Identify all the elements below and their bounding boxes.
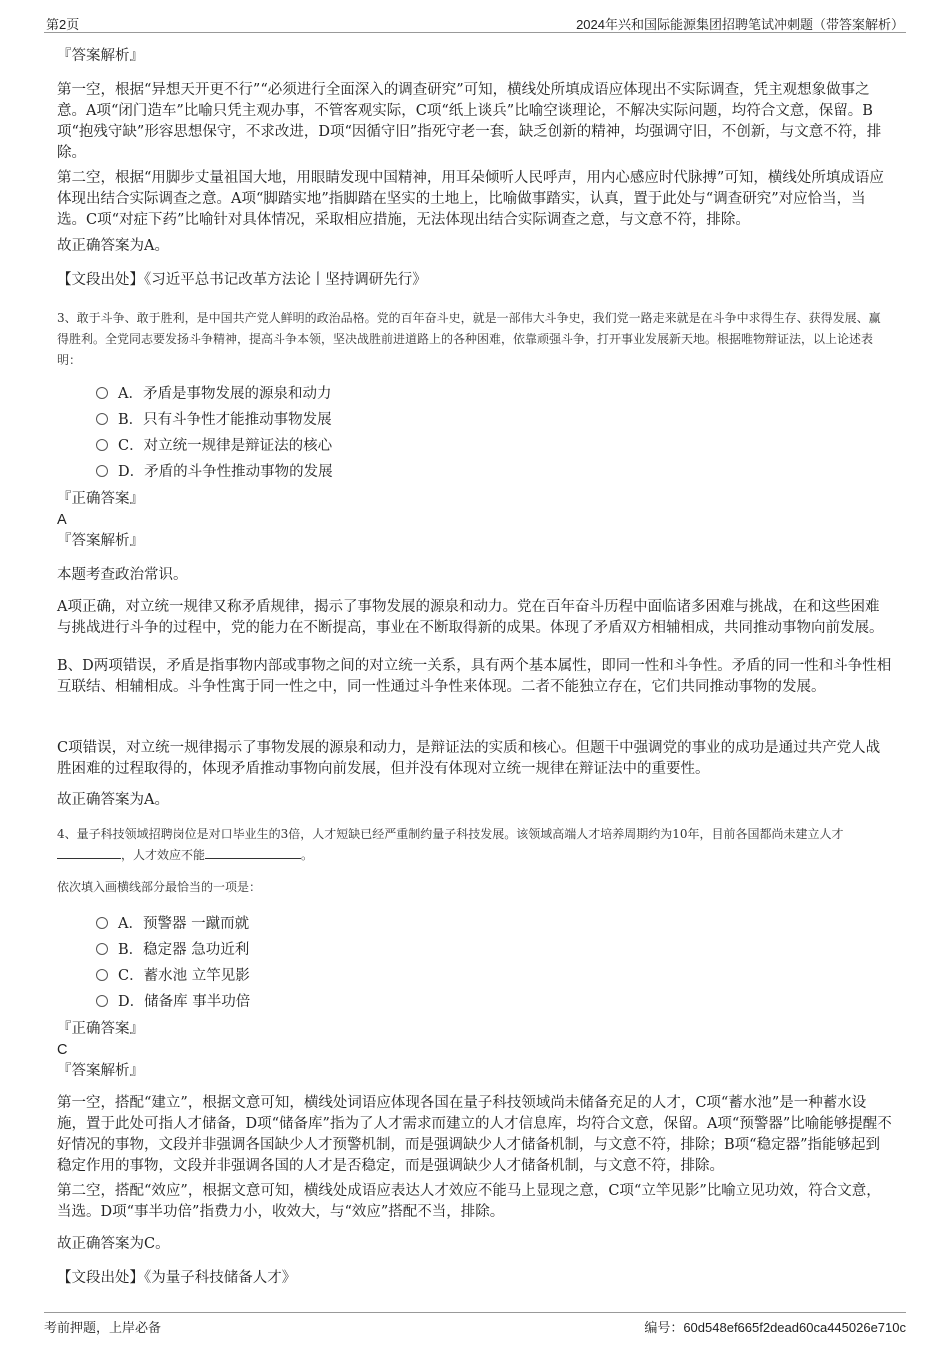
q3-option-c[interactable] (96, 436, 332, 457)
document-title: 2024年兴和国际能源集团招聘笔试冲刺题（带答案解析） (576, 17, 904, 32)
document-code (644, 1317, 906, 1336)
q3-option-d-label: D．矛盾的斗争性推动事物的发展 (118, 464, 333, 480)
q3-analysis-label: 『答案解析』 (57, 533, 144, 549)
q4-analysis-label: 『答案解析』 (57, 1063, 144, 1079)
page-header (44, 12, 906, 33)
radio-icon[interactable] (96, 387, 108, 399)
radio-icon[interactable] (96, 439, 108, 451)
q3-option-b-label: B．只有斗争性才能推动事物发展 (118, 412, 332, 428)
q3-analysis-2: B、D两项错误，矛盾是指事物内部或事物之间的对立统一关系，具有两个基本属性，即同一性和斗争性。矛盾的同一性和斗争性相互联结、相辅相成。斗争性寓于同一性之中，同一性通过斗争性来体现。二者不能独立存在，它们共同推动事物的发展。 (57, 658, 892, 695)
q3-correct-label: 『正确答案』 (57, 491, 144, 507)
q2-analysis-para1: 第一空，根据“异想天开更不行”“必须进行全面深入的调查研究”可知，横线处所填成语应体现出不实际调查，凭主观想象做事之意。A项“闭门造车”比喻只凭主观办事，不管客观实际，C项“纸上谈兵”比喻空谈理论，不解决实际问题，均符合文意，保留。B项“抱残守缺”形容思想保守，不求改进，D项“因循守旧”指死守老一套，缺乏创新的精神，均强调守旧，不创新，与文意不符，排除。 (57, 82, 882, 161)
q3-analysis-4: 故正确答案为A。 (57, 792, 169, 808)
q4-analysis-1: 第二空，搭配“效应”，根据文意可知，横线处成语应表达人才效应不能马上显现之意，C项“立竿见影”比喻立见功效，符合文意，当选。D项“事半功倍”指费力小，收效大，与“效应”搭配不当，排除。 (57, 1183, 881, 1220)
q4-stem-part2: ，人才效应不能 (121, 848, 206, 862)
q4-option-a-label: A．预警器 一蹴而就 (118, 916, 250, 932)
document-code-value: 60d548ef665f2dead60ca445026e710c (683, 1320, 906, 1335)
q4-stem (57, 824, 892, 866)
q4-analysis-0: 第一空，搭配“建立”，根据文意可知，横线处词语应体现各国在量子科技领域尚未储备充足的人才，C项“蓄水池”是一种蓄水设施，置于此处可指人才储备，D项“储备库”指为了人才需求而建立的人才信息库，均符合文意，保留。A项“预警器”比喻能够提醒不好情况的事物，文段并非强调各国缺少人才预警机制，而是强调缺少人才储备机制，与文意不符，排除；B项“稳定器”指能够起到稳定作用的事物，文段并非强调各国的人才是否稳定，而是强调缺少人才储备机制，与文意不符，排除。 (57, 1095, 892, 1174)
q3-option-d[interactable] (96, 462, 333, 483)
q4-option-d[interactable] (96, 992, 250, 1013)
q3-analysis-1: A项正确，对立统一规律又称矛盾规律，揭示了事物发展的源泉和动力。党在百年奋斗历程中面临诸多困难与挑战，在和这些困难与挑战进行斗争的过程中，党的能力在不断提高，事业在不断取得新的成果。体现了矛盾双方相辅相成，共同推动事物向前发展。 (57, 599, 884, 636)
q3-stem: 3、敢于斗争、敢于胜利，是中国共产党人鲜明的政治品格。党的百年奋斗史，就是一部伟大斗争史，我们党一路走来就是在斗争中求得生存、获得发展、赢得胜利。全党同志要发扬斗争精神，提高斗争本领，坚决战胜前进道路上的各种困难，依靠顽强斗争，打开事业发展新天地。根据唯物辩证法，以上论述表明： (57, 311, 881, 367)
q2-conclusion: 故正确答案为A。 (57, 238, 169, 254)
q4-blank-2 (205, 846, 301, 859)
q4-option-b-label: B．稳定器 急功近利 (118, 942, 250, 958)
q2-analysis-para2: 第二空，根据“用脚步丈量祖国大地，用眼睛发现中国精神，用耳朵倾听人民呼声，用内心感应时代脉搏”可知，横线处所填成语应体现出结合实际调查之意。A项“脚踏实地”指脚踏在坚实的土地上，比喻做事踏实，认真，置于此处与“调查研究”对应恰当，当选。C项“对症下药”比喻针对具体情况，采取相应措施，无法体现出结合实际调查之意，与文意不符，排除。 (57, 170, 884, 228)
q4-correct-label: 『正确答案』 (57, 1021, 144, 1037)
q3-answer: A (57, 512, 67, 528)
q3-analysis-3: C项错误，对立统一规律揭示了事物发展的源泉和动力，是辩证法的实质和核心。但题干中强调党的事业的成功是通过共产党人战胜困难的过程取得的，体现矛盾推动事物向前发展，但并没有体现对立统一规律在辩证法中的重要性。 (57, 740, 881, 777)
q4-option-a[interactable] (96, 914, 249, 935)
q4-blank-1 (57, 846, 121, 859)
radio-icon[interactable] (96, 413, 108, 425)
q4-source: 【文段出处】《为量子科技储备人才》 (57, 1270, 297, 1286)
document-code-label: 编号： (644, 1320, 684, 1335)
q3-analysis-0: 本题考查政治常识。 (57, 567, 188, 583)
q3-option-a-label: A．矛盾是事物发展的源泉和动力 (118, 386, 332, 402)
q4-analysis-2: 故正确答案为C。 (57, 1236, 170, 1252)
q3-option-a[interactable] (96, 384, 331, 405)
q3-option-b[interactable] (96, 410, 332, 431)
page-footer (44, 1312, 906, 1341)
q2-analysis-label: 『答案解析』 (57, 48, 144, 64)
q4-option-d-label: D．储备库 事半功倍 (118, 994, 251, 1010)
q2-source: 【文段出处】《习近平总书记改革方法论丨坚持调研先行》 (57, 272, 427, 288)
q4-stem-part3: 。 (301, 848, 314, 862)
q4-option-c-label: C．蓄水池 立竿见影 (118, 968, 250, 984)
page-number: 第2页 (46, 17, 80, 32)
radio-icon[interactable] (96, 969, 108, 981)
radio-icon[interactable] (96, 917, 108, 929)
q4-prompt: 依次填入画横线部分最恰当的一项是： (57, 880, 262, 894)
radio-icon[interactable] (96, 943, 108, 955)
q4-option-b[interactable] (96, 940, 249, 961)
footer-slogan: 考前押题，上岸必备 (44, 1320, 162, 1335)
q4-stem-part1: 4、量子科技领域招聘岗位是对口毕业生的3倍，人才短缺已经严重制约量子科技发展。该领域高端人才培养周期约为10年，目前各国都尚未建立人才 (57, 827, 844, 841)
q3-option-c-label: C．对立统一规律是辩证法的核心 (118, 438, 333, 454)
radio-icon[interactable] (96, 995, 108, 1007)
q4-answer: C (57, 1042, 68, 1058)
q4-option-c[interactable] (96, 966, 250, 987)
radio-icon[interactable] (96, 465, 108, 477)
